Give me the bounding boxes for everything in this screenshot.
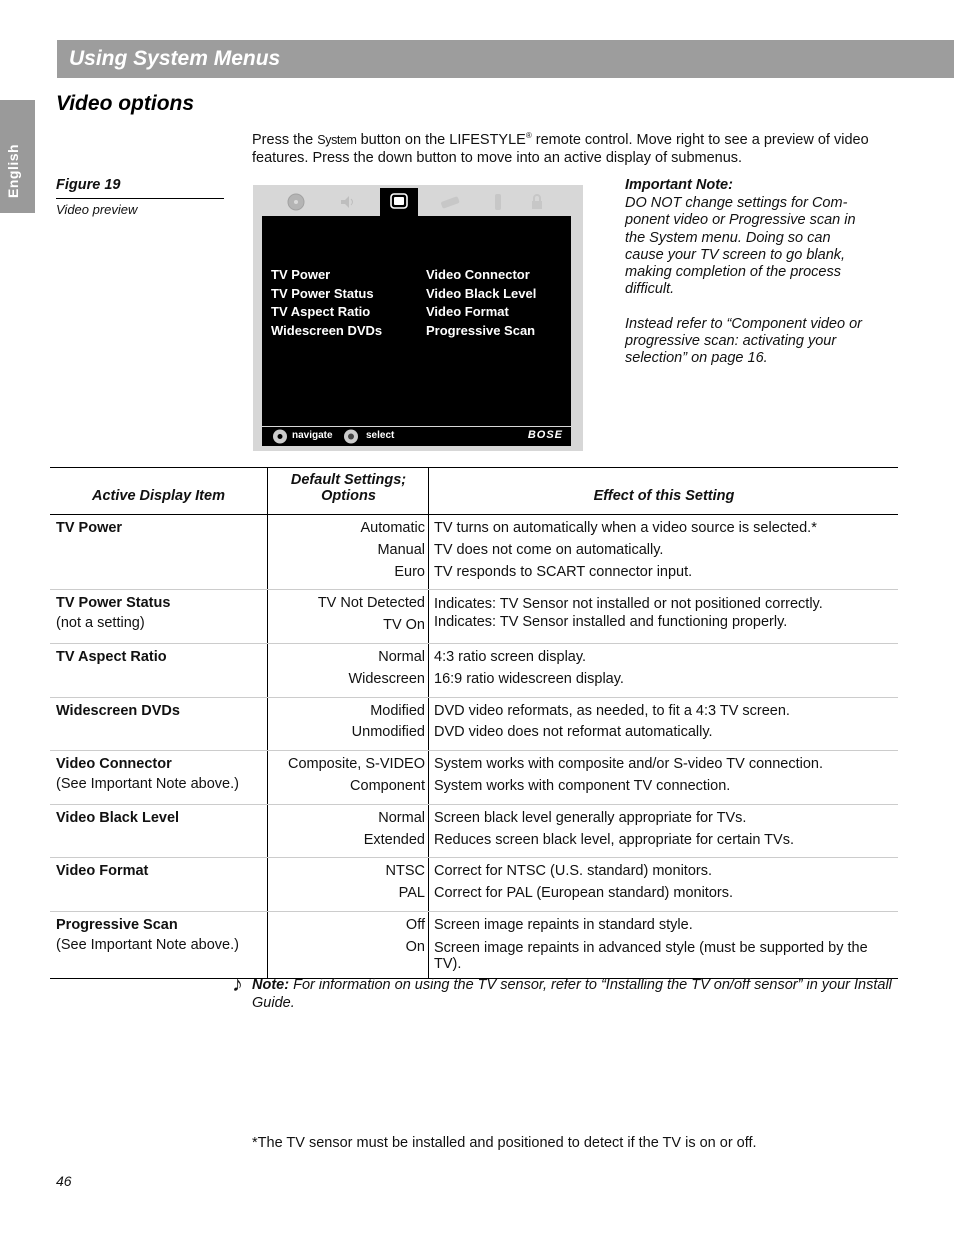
table-row bbox=[50, 911, 898, 978]
item-subtext: (not a setting) bbox=[56, 615, 145, 632]
menu-item[interactable]: Progressive Scan bbox=[426, 323, 536, 339]
menu-item[interactable]: Video Black Level bbox=[426, 285, 537, 301]
effect-cell bbox=[429, 858, 899, 912]
effect-cell bbox=[429, 911, 899, 978]
effect-text: TV responds to SCART connector input. bbox=[434, 563, 693, 580]
note-text: For information on using the TV sensor, refer to “Installing the TV on/off sensor” in your Install Guide. bbox=[252, 977, 892, 1011]
menu-screen bbox=[262, 216, 571, 426]
options-cell bbox=[268, 590, 429, 644]
item-name: Video Connector bbox=[56, 756, 172, 773]
effect-text: TV turns on automatically when a video source is selected.* bbox=[434, 520, 817, 536]
effect-text: Correct for PAL (European standard) monitors. bbox=[434, 885, 733, 902]
table-row bbox=[50, 804, 898, 858]
menu-item[interactable]: Widescreen DVDs bbox=[271, 323, 383, 339]
video-icon bbox=[390, 193, 408, 209]
option-value: Normal bbox=[378, 809, 425, 826]
chapter-banner bbox=[57, 40, 954, 78]
video-options-table bbox=[50, 467, 898, 979]
item-subtext: (See Important Note above.) bbox=[56, 936, 239, 953]
item-subtext: (See Important Note above.) bbox=[56, 775, 239, 792]
active-display-item-cell bbox=[50, 911, 268, 978]
intro-text-1: Press the bbox=[252, 131, 318, 148]
header-default-settings: Default Settings; Options bbox=[268, 468, 429, 515]
speaker-icon bbox=[338, 193, 356, 211]
video-preview-screen bbox=[253, 185, 583, 451]
system-button-word: System bbox=[317, 132, 357, 147]
option-value: Extended bbox=[363, 831, 425, 848]
effect-text: DVD video does not reformat automatically. bbox=[434, 724, 713, 741]
page-number: 46 bbox=[56, 1173, 72, 1189]
option-value: Euro bbox=[394, 563, 425, 580]
effect-text: 4:3 ratio screen display. bbox=[434, 648, 587, 665]
effect-text: Reduces screen black level, appropriate for certain TVs. bbox=[434, 831, 794, 848]
table-row bbox=[50, 751, 898, 805]
effect-cell bbox=[429, 697, 899, 751]
menu-item[interactable]: Video Format bbox=[426, 304, 509, 320]
menu-item[interactable]: TV Aspect Ratio bbox=[271, 304, 371, 320]
effect-text: Screen image repaints in standard style. bbox=[434, 916, 693, 933]
table-row bbox=[50, 643, 898, 697]
option-value: Component bbox=[350, 777, 425, 794]
effect-text: TV does not come on automatically. bbox=[434, 541, 664, 558]
effect-cell bbox=[429, 751, 899, 805]
table-row bbox=[50, 697, 898, 751]
asterisk-footnote: *The TV sensor must be installed and positioned to detect if the TV is on or off. bbox=[252, 1135, 757, 1151]
header-effect: Effect of this Setting bbox=[429, 468, 899, 515]
table-header-row bbox=[50, 468, 898, 515]
figure-caption: Video preview bbox=[56, 202, 138, 217]
menu-item[interactable]: Video Connector bbox=[426, 267, 530, 282]
options-cell bbox=[268, 643, 429, 697]
option-value: Normal bbox=[378, 648, 425, 665]
active-display-item-cell bbox=[50, 858, 268, 912]
option-value: PAL bbox=[398, 885, 425, 902]
options-cell bbox=[268, 515, 429, 590]
options-cell bbox=[268, 804, 429, 858]
item-name: TV Aspect Ratio bbox=[56, 648, 167, 665]
option-value: On bbox=[405, 938, 425, 955]
important-note-para: DO NOT change settings for Com-ponent video or Progressive scan in the System menu. Doing so can cause your TV screen to go blank, making completion of the process difficult. bbox=[625, 195, 856, 298]
effect-text: System works with component TV connection. bbox=[434, 777, 731, 794]
effect-text: DVD video reformats, as needed, to fit a 4:3 TV screen. bbox=[434, 702, 790, 719]
navigate-pad-icon bbox=[272, 429, 288, 444]
item-name: TV Power bbox=[56, 520, 123, 536]
item-name: Video Format bbox=[56, 863, 149, 880]
important-note-heading: Important Note: bbox=[625, 177, 733, 193]
option-value: TV Not Detected bbox=[317, 595, 425, 612]
active-display-item-cell bbox=[50, 697, 268, 751]
important-note-body bbox=[625, 195, 865, 368]
active-display-item-cell bbox=[50, 804, 268, 858]
chapter-title: Using System Menus bbox=[69, 47, 281, 70]
options-cell bbox=[268, 697, 429, 751]
note-label: Note: bbox=[252, 977, 290, 993]
language-tab-label: English bbox=[5, 143, 21, 198]
header-active-display-item: Active Display Item bbox=[50, 468, 268, 515]
intro-paragraph bbox=[252, 127, 882, 167]
effect-text: Screen image repaints in advanced style (must be supported by the TV). bbox=[434, 939, 868, 972]
effect-text: System works with composite and/or S-video TV connection. bbox=[434, 756, 823, 773]
option-value: Modified bbox=[370, 702, 425, 719]
bose-logo: BOSE bbox=[527, 429, 563, 441]
menu-icon-bar bbox=[253, 185, 583, 217]
option-value: Off bbox=[405, 916, 425, 933]
menu-left-column bbox=[271, 266, 382, 341]
language-tab bbox=[0, 100, 35, 213]
figure-label: Figure 19 bbox=[56, 177, 224, 199]
effect-cell bbox=[429, 590, 899, 644]
lock-icon bbox=[528, 193, 546, 211]
navigate-hint: navigate bbox=[292, 430, 333, 441]
active-display-item-cell bbox=[50, 515, 268, 590]
menu-item[interactable]: TV Power Status bbox=[271, 285, 374, 301]
table-row bbox=[50, 590, 898, 644]
intro-text-3: remote control. Move right to see a preview of video features. Press the down button to move into an active display of submenus. bbox=[252, 131, 869, 166]
active-display-item-cell bbox=[50, 590, 268, 644]
active-display-item-cell bbox=[50, 751, 268, 805]
effect-text: 16:9 ratio widescreen display. bbox=[434, 670, 624, 687]
important-note-para: Instead refer to “Component video or progressive scan: activating your selection” on page 16. bbox=[625, 315, 862, 367]
options-cell bbox=[268, 858, 429, 912]
disc-icon bbox=[287, 193, 305, 211]
effect-text: Screen black level generally appropriate for TVs. bbox=[434, 809, 747, 826]
effect-text: Correct for NTSC (U.S. standard) monitors. bbox=[434, 863, 712, 880]
select-hint: select bbox=[366, 430, 395, 441]
handset-icon bbox=[489, 193, 507, 211]
active-display-item-cell bbox=[50, 643, 268, 697]
registered-mark: ® bbox=[525, 131, 532, 140]
item-name: Video Black Level bbox=[56, 809, 180, 826]
music-note-icon: ♪ bbox=[232, 971, 243, 996]
remote-icon bbox=[439, 193, 461, 211]
option-value: Automatic bbox=[360, 520, 425, 536]
option-value: TV On bbox=[383, 617, 425, 634]
tv-sensor-note bbox=[232, 971, 892, 1012]
effect-cell bbox=[429, 804, 899, 858]
options-cell bbox=[268, 751, 429, 805]
item-name: Widescreen DVDs bbox=[56, 702, 180, 719]
item-name: Progressive Scan bbox=[56, 916, 178, 933]
table-row bbox=[50, 858, 898, 912]
options-cell bbox=[268, 911, 429, 978]
select-pad-icon bbox=[342, 429, 360, 444]
section-title: Video options bbox=[56, 92, 195, 115]
effect-text: Indicates: TV Sensor installed and functioning properly. bbox=[434, 614, 788, 631]
option-value: Unmodified bbox=[351, 724, 425, 741]
effect-cell bbox=[429, 643, 899, 697]
option-value: NTSC bbox=[385, 863, 425, 880]
menu-right-column bbox=[426, 266, 536, 341]
table-row bbox=[50, 515, 898, 590]
option-value: Manual bbox=[377, 541, 425, 558]
intro-text-2: button on the LIFESTYLE bbox=[356, 131, 526, 148]
option-value: Composite, S-VIDEO bbox=[288, 756, 425, 773]
menu-item[interactable]: TV Power bbox=[271, 267, 331, 282]
option-value: Widescreen bbox=[348, 670, 425, 687]
item-name: TV Power Status bbox=[56, 595, 171, 612]
effect-cell bbox=[429, 515, 899, 590]
effect-text: Indicates: TV Sensor not installed or not positioned correctly. bbox=[434, 596, 823, 613]
menu-hint-bar bbox=[262, 427, 571, 446]
